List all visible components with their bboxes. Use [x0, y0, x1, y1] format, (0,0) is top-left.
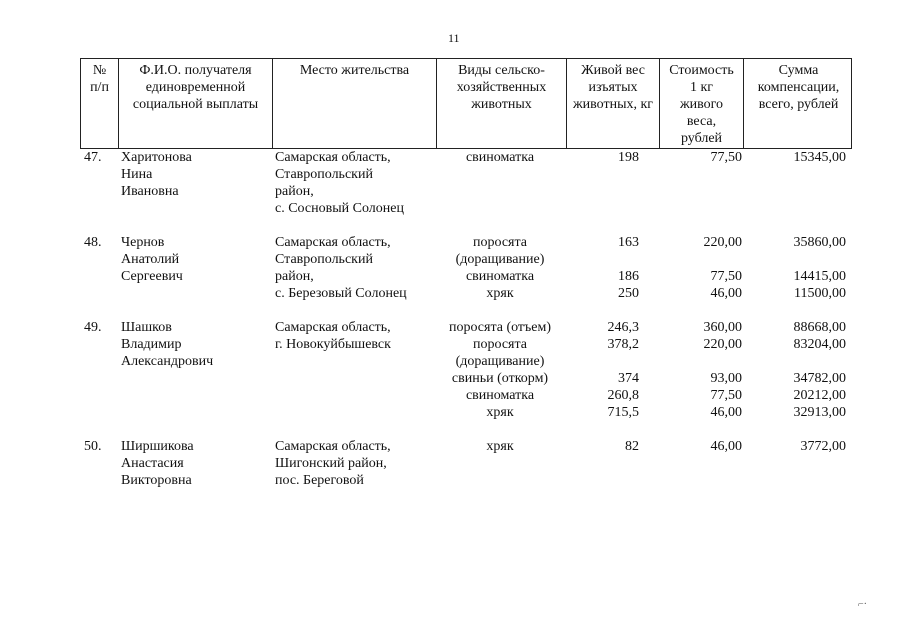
price-per-kg: 220,00 — [703, 337, 742, 352]
live-weight: 250 — [618, 286, 639, 301]
record-number: 48. — [84, 235, 102, 250]
table-row — [80, 149, 852, 217]
live-weight: 378,2 — [607, 337, 639, 352]
price-per-kg: 46,00 — [710, 286, 742, 301]
table-row — [80, 234, 852, 302]
header-cell-animal-kind: Виды сельско- хозяйственных животных — [436, 59, 566, 148]
compensation-sum: 3772,00 — [800, 439, 846, 454]
price-per-kg: 77,50 — [710, 269, 742, 284]
animal-kind: поросята (доращивание) — [455, 337, 545, 369]
header-cell-name: Ф.И.О. получателя единовременной социальной выплаты — [118, 59, 272, 148]
residence-place: Самарская область, г. Новокуйбышевск — [275, 320, 391, 352]
animal-kind: хряк — [486, 439, 514, 454]
price-per-kg: 77,50 — [710, 388, 742, 403]
price-per-kg: 220,00 — [703, 235, 742, 250]
recipient-name: Харитонова Нина Ивановна — [121, 150, 192, 199]
header-cell-compensation: Сумма компенсации, всего, рублей — [743, 59, 853, 148]
animal-kind: хряк — [486, 405, 514, 420]
price-per-kg: 93,00 — [710, 371, 742, 386]
record-number: 47. — [84, 150, 102, 165]
residence-place: Самарская область, Шигонский район, пос. Береговой — [275, 439, 391, 488]
animal-line — [80, 149, 852, 166]
compensation-sum: 15345,00 — [793, 150, 846, 165]
compensation-sum: 32913,00 — [793, 405, 846, 420]
price-per-kg: 77,50 — [710, 150, 742, 165]
animal-kind: поросята (доращивание) — [455, 235, 545, 267]
header-cell-place: Место жительства — [272, 59, 436, 148]
recipient-name: Ширшикова Анастасия Викторовна — [121, 439, 194, 488]
header-cell-weight: Живой вес изъятых животных, кг — [566, 59, 659, 148]
animal-kind: свиноматка — [465, 150, 535, 165]
header-cell-price: Стоимость 1 кг живого веса, рублей — [659, 59, 743, 148]
scan-speck: ⌐· — [858, 599, 867, 610]
live-weight: 374 — [618, 371, 639, 386]
animal-line — [80, 370, 852, 387]
animal-line — [80, 285, 852, 302]
table-row — [80, 438, 852, 489]
price-per-kg: 46,00 — [710, 405, 742, 420]
compensation-sum: 14415,00 — [793, 269, 846, 284]
header-cell-number: № п/п — [90, 63, 109, 95]
table-row — [80, 319, 852, 421]
record-number: 50. — [84, 439, 102, 454]
residence-place: Самарская область, Ставропольский район, с. Сосновый Солонец — [275, 150, 404, 216]
animal-line — [80, 268, 852, 285]
compensation-sum: 35860,00 — [793, 235, 846, 250]
animal-line — [80, 387, 852, 404]
compensation-sum: 20212,00 — [793, 388, 846, 403]
animal-line — [80, 438, 852, 455]
recipient-name: Шашков Владимир Александрович — [121, 320, 214, 369]
compensation-sum: 83204,00 — [793, 337, 846, 352]
live-weight: 715,5 — [607, 405, 639, 420]
record-number: 49. — [84, 320, 102, 335]
animal-line — [80, 319, 852, 336]
table-body — [80, 149, 852, 506]
animal-kind: свиноматка — [465, 269, 535, 284]
price-per-kg: 360,00 — [703, 320, 742, 335]
animal-kind: свиньи (откорм) — [451, 371, 549, 386]
live-weight: 246,3 — [607, 320, 639, 335]
animal-line — [80, 404, 852, 421]
live-weight: 260,8 — [607, 388, 639, 403]
animal-kind: поросята (отъем) — [448, 320, 552, 335]
table-header — [80, 58, 852, 149]
compensation-sum: 11500,00 — [794, 286, 846, 301]
price-per-kg: 46,00 — [710, 439, 742, 454]
live-weight: 82 — [625, 439, 639, 454]
compensation-sum: 88668,00 — [793, 320, 846, 335]
page-number: 11 — [448, 31, 460, 45]
animal-kind: свиноматка — [465, 388, 535, 403]
live-weight: 198 — [618, 150, 639, 165]
recipient-name: Чернов Анатолий Сергеевич — [121, 235, 183, 284]
live-weight: 163 — [618, 235, 639, 250]
animal-kind: хряк — [486, 286, 514, 301]
live-weight: 186 — [618, 269, 639, 284]
animal-line — [80, 336, 852, 370]
compensation-sum: 34782,00 — [793, 371, 846, 386]
residence-place: Самарская область, Ставропольский район, с. Березовый Солонец — [275, 235, 407, 301]
animal-line — [80, 234, 852, 268]
